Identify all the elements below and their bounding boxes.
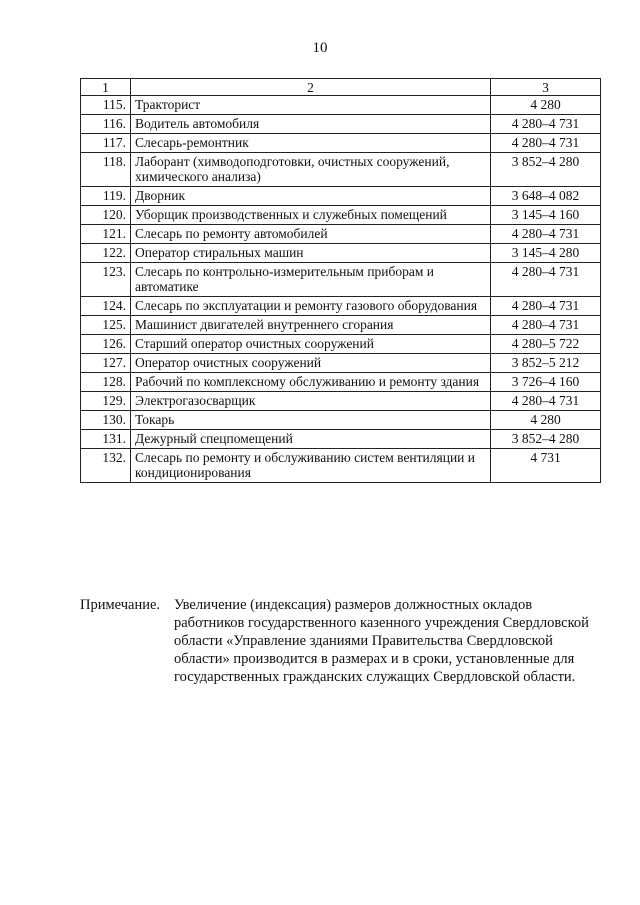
table-row [81,206,601,225]
row-number: 125. [81,316,131,335]
table-row [81,244,601,263]
salary-range: 4 280–4 731 [491,225,601,244]
position-name: Дворник [131,187,491,206]
row-number: 118. [81,153,131,187]
salary-range: 3 145–4 280 [491,244,601,263]
position-name: Слесарь по ремонту автомобилей [131,225,491,244]
table-row [81,392,601,411]
row-number: 127. [81,354,131,373]
salary-range: 4 280–4 731 [491,134,601,153]
salary-range: 4 731 [491,449,601,483]
table-row [81,373,601,392]
position-name: Уборщик производственных и служебных помещений [131,206,491,225]
row-number: 121. [81,225,131,244]
column-header-salary: 3 [491,79,601,96]
row-number: 115. [81,96,131,115]
position-name: Электрогазосварщик [131,392,491,411]
salary-range: 3 852–4 280 [491,153,601,187]
column-header-number: 1 [81,79,131,96]
table-row [81,263,601,297]
salary-range: 3 145–4 160 [491,206,601,225]
position-name: Лаборант (химводоподготовки, очистных сооружений, химического анализа) [131,153,491,187]
position-name: Слесарь-ремонтник [131,134,491,153]
row-number: 128. [81,373,131,392]
row-number: 119. [81,187,131,206]
salary-range: 4 280–4 731 [491,115,601,134]
table-row [81,187,601,206]
row-number: 123. [81,263,131,297]
salary-range: 4 280–4 731 [491,297,601,316]
table-row [81,354,601,373]
table-row [81,335,601,354]
row-number: 117. [81,134,131,153]
position-name: Водитель автомобиля [131,115,491,134]
table-row [81,134,601,153]
salary-range: 4 280–4 731 [491,263,601,297]
table-row [81,153,601,187]
row-number: 132. [81,449,131,483]
row-number: 122. [81,244,131,263]
row-number: 131. [81,430,131,449]
position-name: Слесарь по эксплуатации и ремонту газового оборудования [131,297,491,316]
position-name: Старший оператор очистных сооружений [131,335,491,354]
row-number: 116. [81,115,131,134]
salary-range: 3 648–4 082 [491,187,601,206]
table-row [81,430,601,449]
position-name: Рабочий по комплексному обслуживанию и ремонту здания [131,373,491,392]
column-header-position: 2 [131,79,491,96]
position-name: Слесарь по контрольно-измерительным приборам и автоматике [131,263,491,297]
salary-range: 4 280–5 722 [491,335,601,354]
row-number: 130. [81,411,131,430]
salary-range: 4 280 [491,96,601,115]
position-name: Слесарь по ремонту и обслуживанию систем вентиляции и кондиционирования [131,449,491,483]
position-name: Оператор очистных сооружений [131,354,491,373]
salary-range: 3 852–4 280 [491,430,601,449]
salary-range: 4 280–4 731 [491,316,601,335]
row-number: 120. [81,206,131,225]
salary-range: 4 280 [491,411,601,430]
note-text: Увеличение (индексация) размеров должностных окладов работников государственного казенного учреждения Свердловской области «Управление зданиями Правительства Свердловской области» производится в размерах и в сроки, установленные для государственных гражданских служащих Свердловской области. [174,597,589,685]
table-row [81,449,601,483]
position-name: Токарь [131,411,491,430]
table-row [81,96,601,115]
position-name: Машинист двигателей внутреннего сгорания [131,316,491,335]
salary-range: 3 726–4 160 [491,373,601,392]
salary-range: 4 280–4 731 [491,392,601,411]
position-name: Оператор стиральных машин [131,244,491,263]
page-number: 10 [312,40,328,56]
position-name: Дежурный спецпомещений [131,430,491,449]
note-label: Примечание. [80,597,161,613]
table-row [81,411,601,430]
table-row [81,225,601,244]
salary-range: 3 852–5 212 [491,354,601,373]
row-number: 126. [81,335,131,354]
table-row [81,115,601,134]
table-row [81,297,601,316]
table-header-row [81,79,601,96]
position-name: Тракторист [131,96,491,115]
row-number: 124. [81,297,131,316]
table-body [81,96,601,483]
row-number: 129. [81,392,131,411]
table-row [81,316,601,335]
salary-table [80,78,601,483]
